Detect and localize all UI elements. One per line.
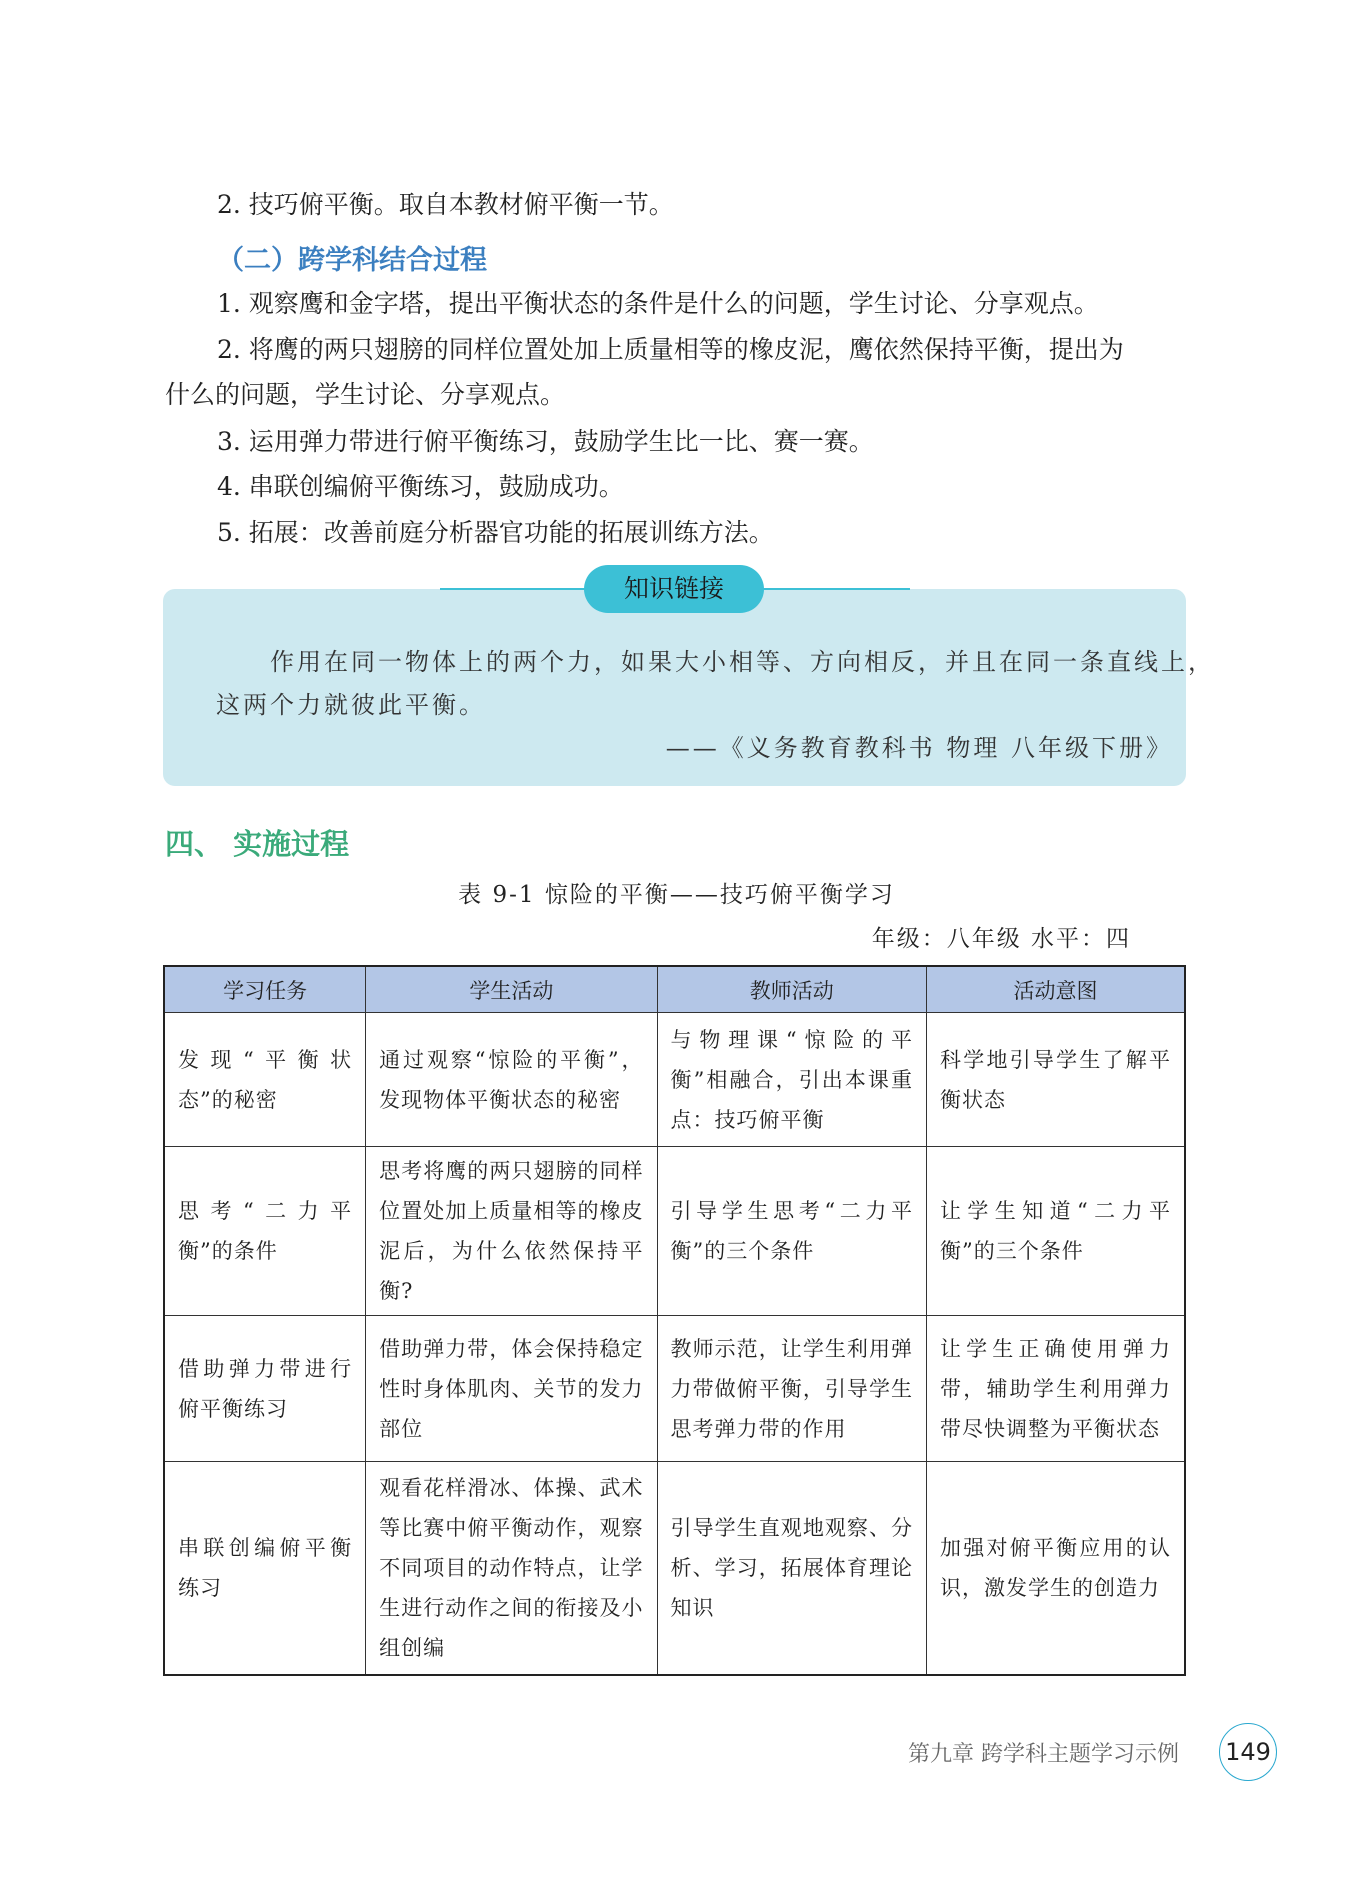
table-cell: 思考“二力平衡”的条件 bbox=[164, 1147, 366, 1316]
step-1: 1. 观察鹰和金字塔，提出平衡状态的条件是什么的问题，学生讨论、分享观点。 bbox=[217, 289, 1099, 318]
lesson-table bbox=[163, 965, 1186, 1676]
table-header: 学生活动 bbox=[366, 966, 657, 1013]
callout-line-2: 这两个力就彼此平衡。 bbox=[216, 691, 486, 719]
knowledge-link-title: 知识链接 bbox=[584, 565, 764, 613]
step-5: 5. 拓展：改善前庭分析器官功能的拓展训练方法。 bbox=[217, 518, 774, 547]
table-cell: 教师示范，让学生利用弹力带做俯平衡，引导学生思考弹力带的作用 bbox=[657, 1316, 926, 1462]
table-header: 活动意图 bbox=[927, 966, 1186, 1013]
table-cell: 思考将鹰的两只翅膀的同样位置处加上质量相等的橡皮泥后，为什么依然保持平衡? bbox=[366, 1147, 657, 1316]
step-4: 4. 串联创编俯平衡练习，鼓励成功。 bbox=[217, 472, 624, 501]
table-cell: 引导学生直观地观察、分析、学习，拓展体育理论知识 bbox=[657, 1462, 926, 1675]
table-cell: 让学生知道“二力平衡”的三个条件 bbox=[927, 1147, 1186, 1316]
table-cell: 与物理课“惊险的平衡”相融合，引出本课重点：技巧俯平衡 bbox=[657, 1013, 926, 1147]
table-cell: 让学生正确使用弹力带，辅助学生利用弹力带尽快调整为平衡状态 bbox=[927, 1316, 1186, 1462]
table-cell: 科学地引导学生了解平衡状态 bbox=[927, 1013, 1186, 1147]
table-header: 教师活动 bbox=[657, 966, 926, 1013]
table-caption: 表 9-1 惊险的平衡——技巧俯平衡学习 bbox=[458, 882, 895, 908]
section-heading: 四、 实施过程 bbox=[165, 827, 350, 861]
table-cell: 发现“平衡状态”的秘密 bbox=[164, 1013, 366, 1147]
step-2-cont: 什么的问题，学生讨论、分享观点。 bbox=[165, 380, 566, 409]
step-3: 3. 运用弹力带进行俯平衡练习，鼓励学生比一比、赛一赛。 bbox=[217, 427, 874, 456]
table-cell: 加强对俯平衡应用的认识，激发学生的创造力 bbox=[927, 1462, 1186, 1675]
callout-source: ——《义务教育教科书 物理 八年级下册》 bbox=[665, 734, 1173, 762]
table-cell: 引导学生思考“二力平衡”的三个条件 bbox=[657, 1147, 926, 1316]
table-header: 学习任务 bbox=[164, 966, 366, 1013]
table-header-row bbox=[164, 966, 1185, 1013]
table-row bbox=[164, 1462, 1185, 1675]
table-cell: 观看花样滑冰、体操、武术等比赛中俯平衡动作，观察不同项目的动作特点，让学生进行动作之间的衔接及小组创编 bbox=[366, 1462, 657, 1675]
chapter-footer: 第九章 跨学科主题学习示例 bbox=[908, 1742, 1179, 1767]
intro-line: 2. 技巧俯平衡。取自本教材俯平衡一节。 bbox=[217, 190, 674, 219]
table-row bbox=[164, 1316, 1185, 1462]
table-cell: 串联创编俯平衡练习 bbox=[164, 1462, 366, 1675]
step-2: 2. 将鹰的两只翅膀的同样位置处加上质量相等的橡皮泥，鹰依然保持平衡，提出为 bbox=[217, 335, 1124, 364]
table-cell: 借助弹力带，体会保持稳定性时身体肌肉、关节的发力部位 bbox=[366, 1316, 657, 1462]
callout-line-1: 作用在同一物体上的两个力，如果大小相等、方向相反，并且在同一条直线上， bbox=[270, 648, 1215, 676]
table-cell: 借助弹力带进行俯平衡练习 bbox=[164, 1316, 366, 1462]
table-row bbox=[164, 1147, 1185, 1316]
grade-info: 年级：八年级 水平：四 bbox=[871, 926, 1131, 952]
subheading: （二）跨学科结合过程 bbox=[217, 245, 487, 276]
page-number: 149 bbox=[1219, 1723, 1277, 1781]
table-cell: 通过观察“惊险的平衡”，发现物体平衡状态的秘密 bbox=[366, 1013, 657, 1147]
table-row bbox=[164, 1013, 1185, 1147]
